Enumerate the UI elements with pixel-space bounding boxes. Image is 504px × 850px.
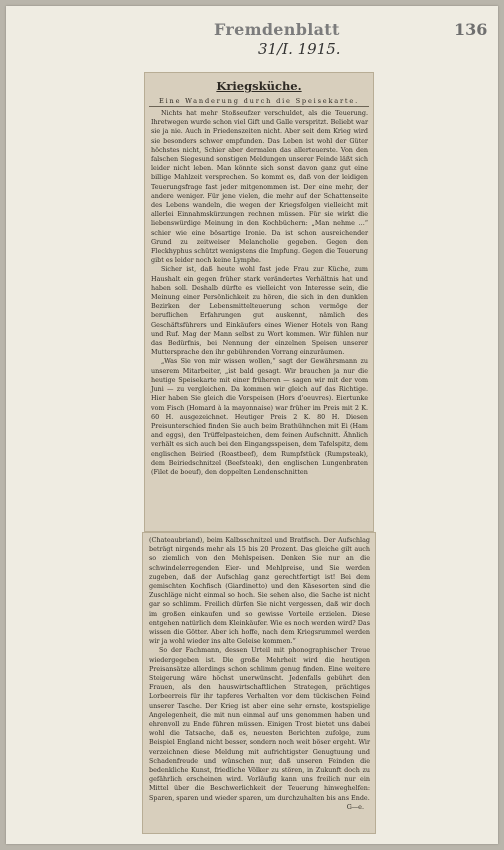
paragraph: So der Fachmann, dessen Urteil mit phonographischer Treue wiedergegeben ist. Die große Mehrheit wird die heutigen Preisansätze allerdings schon schlimm genug finden. Eine weitere Steigerung wäre höchst unerwünscht. Jedenfalls gebührt den Frauen, als den hauswirtschaftlichen Strategen, prächtiges Lorbeerreis für ihr tapferes Verhalten vor dem tückischen Feind unserer Tasche. Der Krieg ist aber eine sehr ernste, kostspielige Angelegenheit, die mit nun einmal auf uns genommen haben und ehrenvoll zu Ende führen müssen. Einigen Trost bietet uns dabei wohl die Tatsache, daß es, neuesten Berichten zufolge, zum Beispiel England nicht besser, sondern noch weit böser ergeht. Wir verzeichnen diese Meldung mit aufrichtigster Genugtuung und Schadenfreude und wünschen nur, daß unseren Feinden die bedenkliche Kunst, friedliche Völker zu stören, in Zukunft doch zu gefährlich erscheinen wird. Vorläufig kann uns freilich nur ein Mittel über die Beschwerlichkeit der Teuerung hinweghelfen: Sparen, sparen und wieder sparen, um durchzuhalten bis ans Ende. (149, 646, 370, 802)
paragraph: Sicher ist, daß heute wohl fast jede Frau zur Küche, zum Haushalt ein gegen früher stark verändertes Verhältnis hat und haben soll. Deshalb dürfte es vielleicht von Interesse sein, die Meinung einer Persönlichkeit zu hören, die sich in den dunklen Bezirken der Lebensmittelteuerung schon vermöge der beruflichen Erfahrungen gut auskennt, nämlich des Geschäftsführers und Einkäufers eines Wiener Hotels von Rang und Ruf. Mag der Mann selbst zu Wort kommen. Wir fühlen nur das Bedürfnis, bei Nennung der einzelnen Speisen unserer Muttersprache den ihr gebührenden Vorrang einzuräumen. (151, 265, 368, 357)
handwritten-date: 31/I. 1915. (258, 40, 341, 58)
article-body-part-1 (145, 107, 373, 477)
article-title: Kriegsküche. (216, 79, 302, 93)
article-signature: G—e. (346, 802, 364, 811)
paragraph: (Chateaubriand), beim Kalbsschnitzel und Bratfisch. Der Aufschlag beträgt nirgends mehr als 15 bis 20 Prozent. Das gleiche gilt auch so ziemlich von den Mehlspeisen. Denken Sie nur an die schwindelerregenden Eier- und Mehlpreise, und Sie werden zugeben, daß der Aufschlag ganz gerechtfertigt ist! Bei dem gemischten Kochfisch (Giardinetto) und den Käsesorten sind die Zuschläge nicht einmal so hoch. Sie sehen also, die Sache ist nicht gar so schlimm. Freilich dürfen Sie nicht vergessen, daß wir doch im großen einkaufen und so gewisse Vorteile erzielen. Diese entgehen natürlich dem Kleinkäufer. Wie es noch werden wird? Das wissen die Götter. Aber ich hoffe, nach dem Kriegsrummel werden wir ja wohl wieder ins alte Geleise kommen.“ (149, 536, 370, 646)
archive-sheet (6, 6, 498, 844)
paragraph: Nichts hat mehr Stoßseufzer verschuldet, als die Teuerung. Ihretwegen wurde schon viel Gift und Galle verspritzt. Beliebt war sie ja nie. Auch in Friedenszeiten nicht. Aber seit dem Krieg wird sie besonders schwer empfunden. Das Leben ist wohl der Güter höchstes nicht, Schier aber dermalen das allerteuerste. Von den falschen Siegesund sonstigen Meldungen unserer Feinde läßt sich leider nicht leben. Man könnte sich sonst davon ganz gut eine billige Mahlzeit versprechen. So kommt es, daß von der leidigen Teuerungsfrage fast jeder mitgenommen ist. Der eine mehr, der andere weniger. Für jene vielen, die mehr auf der Schattenseite des Lebens wandeln, die wegen der Kriegsfolgen vielleicht mit allerlei Einnahmskürzungen rechnen müssen. Für sie wirkt die liebenswürdige Meinung in den Kochbüchern: „Man nehme ...“ schier wie eine bösartige Ironie. Da ist schon ausreichender Grund zu zeitweiser Melancholie gegeben. Gegen den Fleckhyphus schützt wenigstens die Impfung. Gegen die Teuerung gibt es leider noch keine Lymphe. (151, 109, 368, 265)
page-number: 136 (454, 20, 488, 39)
clipping-part-1 (144, 72, 374, 532)
paragraph: „Was Sie von mir wissen wollen,“ sagt der Gewährsmann zu unserem Mitarbeiter, „ist bald gesagt. Wir brauchen ja nur die heutige Speisekarte mit einer früheren — sagen wir mit der vom Juni — zu vergleichen. Da kommen wir gleich auf das Richtige. Hier haben Sie gleich die Vorspeisen (Hors d'oeuvres). Eiertunke vom Fisch (Homard à la mayonnaise) war früher im Preis mit 2 K. 60 H. ausgezeichnet. Heutiger Preis 2 K. 80 H. Diesen Preisunterschied finden Sie auch beim Brathühnchen mit Ei (Ham and eggs), den Trüffelpasteichen, dem feinen Aufschnitt. Ähnlich verhält es sich auch bei den Eingangsspeisen, dem Tafelspitz, dem englischen Beiried (Roastbeef), dem Rumpfstück (Rumpsteak), dem Beiriedschnitzel (Beefsteak), den englischen Lungenbraten (Filet de boeuf), den doppelten Lendenschnitten (151, 357, 368, 476)
article-subtitle: Eine Wanderung durch die Speisekarte. (149, 97, 369, 107)
newspaper-name: Fremdenblatt (214, 20, 340, 39)
article-body-part-2 (143, 533, 375, 812)
clipping-part-2 (142, 532, 376, 834)
